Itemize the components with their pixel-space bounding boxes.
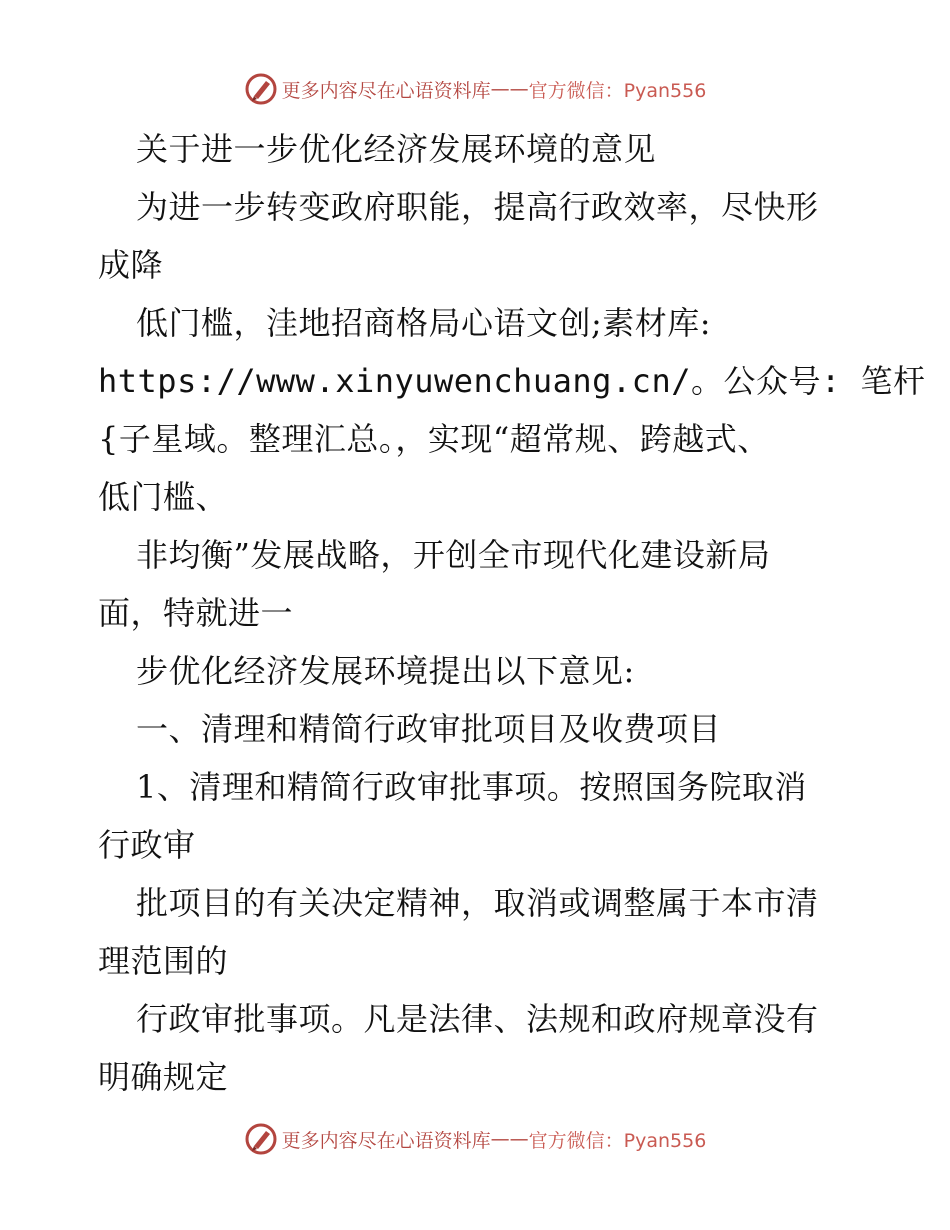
text-line: 非均衡”发展战略，开创全市现代化建设新局 [136, 536, 771, 574]
text-line: 低门槛、 [98, 478, 229, 516]
footer-banner [0, 1122, 950, 1156]
document-title: 关于进一步优化经济发展环境的意见 [136, 130, 657, 168]
text-line: 行政审批事项。凡是法律、法规和政府规章没有 [136, 1000, 819, 1038]
banner-brand: 更多内容尽在心语资料库 [281, 1129, 491, 1152]
text-line: 1、清理和精简行政审批事项。按照国务院取消 [136, 768, 807, 806]
banner-wechat: 官方微信：Pyan556 [528, 1129, 707, 1152]
banner-brand: 更多内容尽在心语资料库 [281, 79, 491, 102]
text-line: 面，特就进一 [98, 594, 294, 632]
text-line: 成降 [98, 246, 164, 284]
pen-logo-icon [244, 72, 278, 106]
text-line: 批项目的有关决定精神，取消或调整属于本市清 [136, 884, 819, 922]
text-line-url: https://www.xinyuwenchuang.cn/。公众号: 笔杆 [98, 362, 926, 400]
text-line: 步优化经济发展环境提出以下意见: [136, 652, 635, 690]
text-line: 明确规定 [98, 1058, 229, 1096]
banner-separator: —— [490, 78, 529, 100]
document-body [98, 120, 926, 1106]
text-line: 为进一步转变政府职能，提高行政效率，尽快形 [136, 188, 819, 226]
text-line: 低门槛，洼地招商格局心语文创;素材库: [136, 304, 712, 342]
text-line: 理范围的 [98, 942, 229, 980]
section-heading: 一、清理和精简行政审批项目及收费项目 [136, 710, 722, 748]
banner-wechat: 官方微信：Pyan556 [528, 79, 707, 102]
text-line: 行政审 [98, 826, 196, 864]
banner-separator: —— [490, 1128, 529, 1150]
pen-logo-icon [244, 1122, 278, 1156]
text-line: {子星域。整理汇总。，实现“超常规、跨越式、 [98, 420, 770, 458]
header-banner [0, 72, 950, 106]
